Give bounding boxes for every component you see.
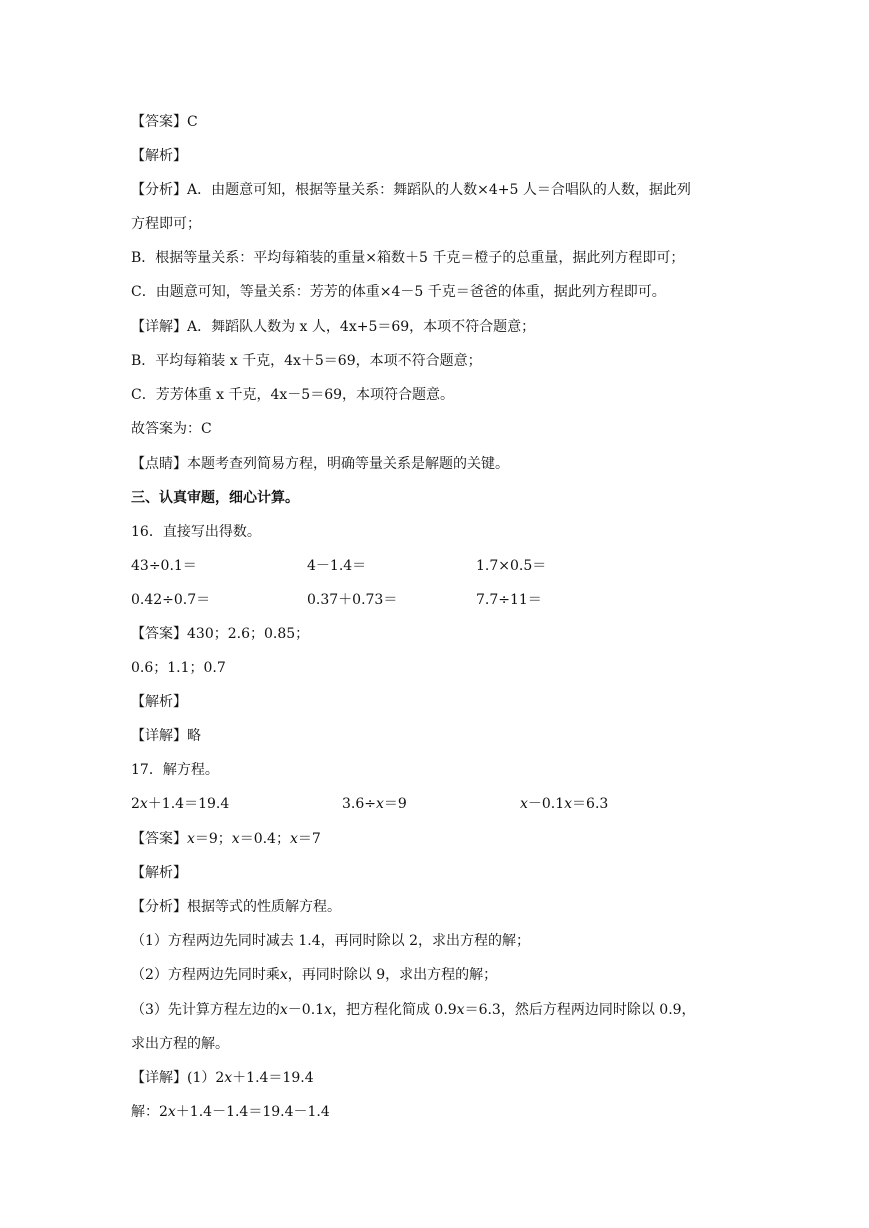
analysis-paragraph-a-line2: 方程即可； [131, 216, 201, 232]
q17-detail-line2: 解：2𝑥＋1.4－1.4＝19.4－1.4 [131, 1104, 330, 1120]
q16-item-2: 4－1.4＝ [307, 558, 367, 574]
q16-answer-line2: 0.6；1.1；0.7 [131, 660, 226, 676]
answer-label: 【答案】C [131, 114, 198, 130]
q17-step-3-line1: （3）先计算方程左边的𝑥－0.1𝑥，把方程化简成 0.9𝑥＝6.3，然后方程两边同时除以 0.9， [131, 1002, 696, 1018]
q17-detail-line1: 【详解】(1）2𝑥＋1.4＝19.4 [131, 1070, 314, 1086]
section-title: 三、认真审题，细心计算。 [131, 490, 299, 506]
detail-paragraph-c: C．芳芳体重 x 千克，4x－5＝69，本项符合题意。 [131, 387, 455, 403]
analysis-heading: 【解析】 [131, 148, 187, 164]
detail-paragraph-b: B．平均每箱装 x 千克，4x＋5＝69，本项不符合题意； [131, 353, 482, 369]
q17-analysis-summary: 【分析】根据等式的性质解方程。 [131, 899, 341, 915]
q17-answer: 【答案】𝑥＝9；𝑥＝0.4；𝑥＝7 [131, 831, 321, 847]
q17-step-1: （1）方程两边先同时减去 1.4，再同时除以 2，求出方程的解； [131, 933, 530, 949]
q16-item-6: 7.7÷11＝ [476, 592, 542, 608]
final-answer: 故答案为：C [131, 421, 212, 437]
q17-step-3-line2: 求出方程的解。 [131, 1036, 229, 1052]
q17-equation-2: 3.6÷𝑥＝9 [342, 796, 407, 812]
detail-paragraph-a: 【详解】A．舞蹈队人数为 x 人，4x+5＝69，本项不符合题意； [131, 319, 536, 335]
q16-detail: 【详解】略 [131, 728, 201, 744]
q17-analysis-heading: 【解析】 [131, 865, 187, 881]
q16-item-1: 43÷0.1＝ [131, 558, 197, 574]
q16-analysis-heading: 【解析】 [131, 694, 187, 710]
analysis-paragraph-a-line1: 【分析】A．由题意可知，根据等量关系：舞蹈队的人数×4+5 人＝合唱队的人数，据此列 [131, 182, 691, 198]
q17-step-2: （2）方程两边先同时乘𝑥，再同时除以 9，求出方程的解； [131, 967, 498, 983]
question-17-title: 17．解方程。 [131, 762, 219, 778]
key-point: 【点睛】本题考查列简易方程，明确等量关系是解题的关键。 [131, 456, 509, 472]
q17-equation-1: 2𝑥＋1.4＝19.4 [131, 796, 230, 812]
analysis-paragraph-c: C．由题意可知，等量关系：芳芳的体重×4－5 千克＝爸爸的体重，据此列方程即可。 [131, 284, 666, 300]
analysis-paragraph-b: B．根据等量关系：平均每箱装的重量×箱数＋5 千克＝橙子的总重量，据此列方程即可； [131, 250, 685, 266]
q17-equation-3: 𝑥－0.1𝑥＝6.3 [520, 796, 609, 812]
q16-item-4: 0.42÷0.7＝ [131, 592, 211, 608]
q16-item-3: 1.7×0.5＝ [476, 558, 547, 574]
q16-item-5: 0.37＋0.73＝ [307, 592, 398, 608]
q16-answer-line1: 【答案】430；2.6；0.85； [131, 626, 310, 642]
question-16-title: 16．直接写出得数。 [131, 524, 261, 540]
